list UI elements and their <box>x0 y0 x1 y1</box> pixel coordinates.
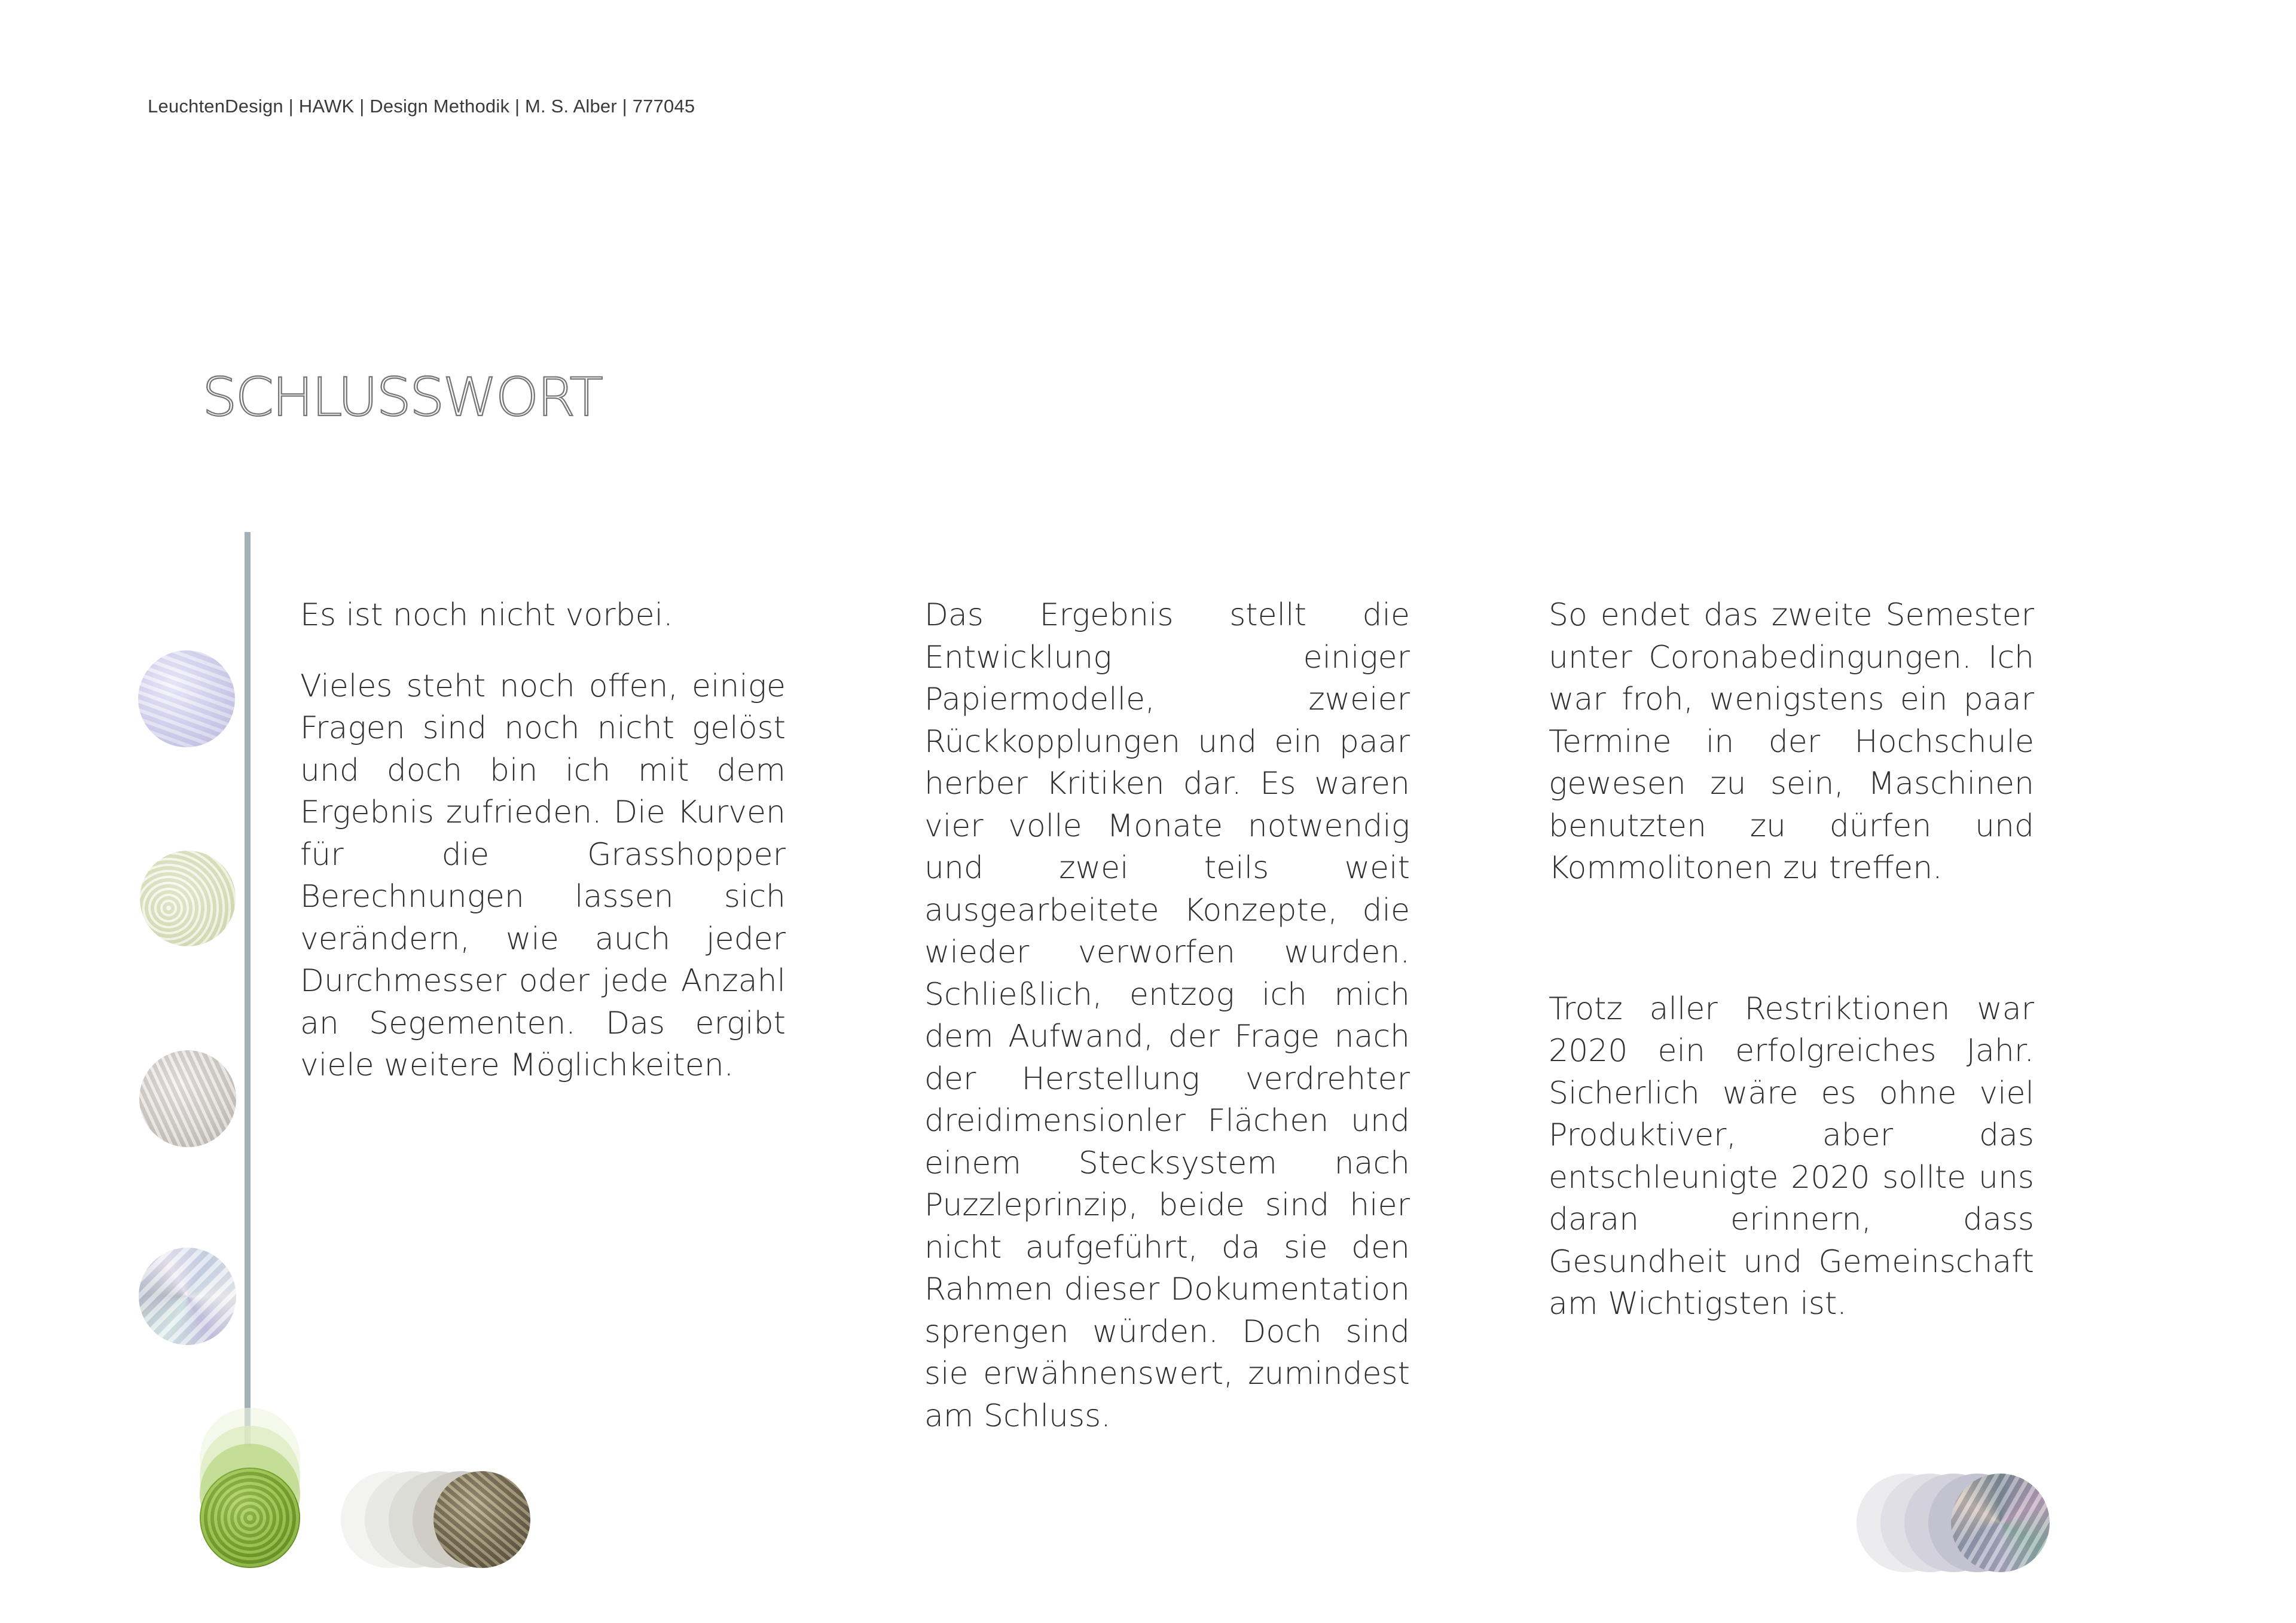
text-column-3 <box>1549 594 2034 1325</box>
text-column-1 <box>300 594 786 1087</box>
page-title: SCHLUSSWORT <box>202 366 602 428</box>
material-swatch-pale-green <box>140 851 236 946</box>
paragraph: Das Ergebnis stellt die Entwicklung einiger Papiermodelle, zweier Rückkopplungen und ein paar herber Kritiken dar. Es waren vier volle Monate notwendig und zwei teils weit ausgearbeitete Konzepte, die wieder verworfen wurden. Schließlich, entzog ich mich dem Aufwand, der Frage nach der Herstellung verdrehter dreidimensionler Flächen und einem Stecksystem nach Puzzleprinzip, beide sind hier nicht aufgeführt, da sie den Rahmen dieser Dokumentation sprengen würden. Doch sind sie erwähnenswert, zumindest am Schluss. <box>924 597 1410 1434</box>
paragraph: Es ist noch nicht vorbei. <box>300 597 673 633</box>
material-swatch-bronze <box>433 1471 530 1568</box>
material-swatch-grey <box>139 1050 236 1147</box>
timeline-line <box>245 532 251 1447</box>
material-swatch-opal <box>1951 1474 2050 1572</box>
paragraph: Vieles steht noch offen, einige Fragen sind noch nicht gelöst und doch bin ich mit dem Ergebnis zufrieden. Die Kurven für die Grasshopper Berechnungen lassen sich verändern, wie auch jeder Durchmesser oder jede Anzahl an Segementen. Das ergibt viele weitere Möglichkeiten. <box>300 668 786 1083</box>
paragraph: Trotz aller Restriktionen war 2020 ein erfolgreiches Jahr. Sicherlich wäre es ohne viel Produktiver, aber das entschleunigte 2020 sollte uns daran erinnern, dass Gesundheit und Gemeinschaft am Wichtigsten ist. <box>1549 991 2034 1322</box>
material-swatch-lilac <box>138 650 235 747</box>
material-swatch-holographic <box>139 1248 236 1345</box>
material-swatch-green <box>200 1468 300 1568</box>
paragraph: So endet das zweite Semester unter Coronabedingungen. Ich war froh, wenigstens ein paar Termine in der Hochschule gewesen zu sein, Maschinen benutzten zu dürfen und Kommolitonen zu treffen. <box>1549 597 2034 886</box>
text-column-2 <box>924 594 1410 1437</box>
page-header: LeuchtenDesign | HAWK | Design Methodik | M. S. Alber | 777045 <box>148 96 695 117</box>
